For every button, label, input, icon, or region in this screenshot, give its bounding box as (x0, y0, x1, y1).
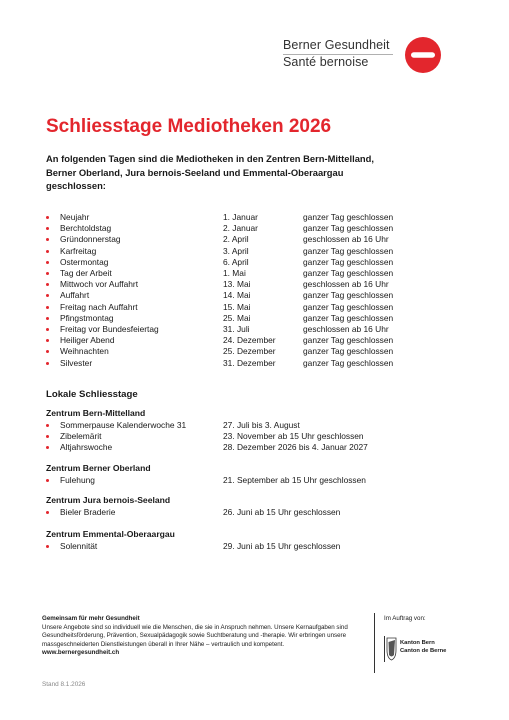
holiday-name: Mittwoch vor Auffahrt (60, 279, 139, 290)
holiday-name: Pfingstmontag (60, 312, 114, 323)
holiday-status: ganzer Tag geschlossen (303, 256, 394, 267)
bullet-icon (46, 261, 49, 264)
brand-divider (283, 54, 393, 55)
holiday-status: ganzer Tag geschlossen (303, 268, 394, 278)
group-title-jura-bernois-seeland: Zentrum Jura bernois-Seeland (46, 495, 171, 505)
holiday-name: Karfreitag (60, 245, 97, 256)
holiday-status: ganzer Tag geschlossen (303, 245, 394, 256)
holiday-status: ganzer Tag geschlossen (303, 223, 394, 234)
holiday-date: 25. Dezember (223, 346, 276, 357)
bullet-icon (46, 216, 49, 219)
holiday-status: ganzer Tag geschlossen (303, 212, 394, 222)
page-title: Schliesstage Mediotheken 2026 (46, 116, 332, 137)
footer-heading: Gemeinsam für mehr Gesundheit (42, 615, 140, 622)
holiday-date: 2. April (223, 234, 249, 245)
holiday-date: 2. Januar (223, 223, 258, 234)
holiday-name: Heiliger Abend (60, 335, 115, 346)
holiday-name: Gründonnerstag (60, 234, 121, 245)
berner-gesundheit-logo-icon (405, 33, 441, 77)
holiday-date: 25. Mai (223, 312, 251, 323)
group-title-bern-mittelland: Zentrum Bern-Mittelland (46, 408, 146, 418)
holiday-status: ganzer Tag geschlossen (303, 335, 394, 346)
bullet-icon (46, 328, 49, 331)
bullet-icon (46, 511, 49, 514)
holiday-date: 1. Januar (223, 212, 258, 222)
intro-text: An folgenden Tagen sind die Mediotheken in den Zentren Bern-Mittelland, Berner Oberland, Jura bernois-Seeland und Emmental-Oberaargau geschlossen: (46, 153, 374, 191)
bullet-icon (46, 283, 49, 286)
holiday-name: Freitag vor Bundesfeiertag (60, 324, 159, 334)
holiday-name: Berchtoldstag (60, 223, 112, 234)
brand-name-fr: Santé bernoise (283, 55, 369, 69)
holiday-date: 1. Mai (223, 268, 246, 278)
holiday-status: geschlossen ab 16 Uhr (303, 324, 389, 334)
document-date: Stand 8.1.2026 (42, 681, 86, 688)
holiday-date: 15. Mai (223, 301, 251, 312)
bullet-icon (46, 545, 49, 548)
bullet-icon (46, 227, 49, 230)
bullet-icon (46, 362, 49, 365)
holiday-name: Neujahr (60, 212, 90, 222)
holiday-name: Weihnachten (60, 346, 109, 357)
brand-name-de: Berner Gesundheit (283, 38, 390, 52)
kanton-label (400, 640, 446, 655)
bullet-icon (46, 317, 49, 320)
holiday-name: Tag der Arbeit (60, 268, 112, 278)
bullet-icon (46, 339, 49, 342)
bullet-icon (46, 446, 49, 449)
footer-text (42, 615, 372, 658)
group-title-berner-oberland: Zentrum Berner Oberland (46, 463, 151, 473)
holiday-status: ganzer Tag geschlossen (303, 290, 394, 301)
footer-description: Unsere Angebote sind so individuell wie die Menschen, die sie in Anspruch nehmen. Unsere Kernaufgaben sind Gesundheitsförderung, Prävention, Sexualpädagogik sowie Suchtberatung und -therapie. Wir erbringen unsere massgeschneiderten Dienstleistungen überall in Ihrer Nähe – vertraulich und kompetent. (42, 623, 348, 648)
holiday-date: 6. April (223, 256, 249, 267)
holiday-date: 13. Mai (223, 279, 251, 290)
holiday-date: 24. Dezember (223, 335, 276, 346)
holiday-date: 31. Juli (223, 324, 250, 334)
holiday-status: ganzer Tag geschlossen (303, 312, 394, 323)
group-title-emmental-oberaargau: Zentrum Emmental-Oberaargau (46, 529, 175, 539)
holiday-status: ganzer Tag geschlossen (303, 346, 394, 357)
holiday-status: ganzer Tag geschlossen (303, 357, 394, 368)
bullet-icon (46, 435, 49, 438)
bullet-icon (46, 272, 49, 275)
local-heading: Lokale Schliesstage (46, 389, 138, 400)
holiday-name: Auffahrt (60, 290, 90, 301)
bullet-icon (46, 306, 49, 309)
bullet-icon (46, 350, 49, 353)
holiday-date: 14. Mai (223, 290, 251, 301)
footer-link[interactable]: www.bernergesundheit.ch (42, 649, 120, 657)
kanton-name-fr: Canton de Berne (400, 647, 447, 654)
bullet-icon (46, 479, 49, 482)
holiday-date: 3. April (223, 245, 249, 256)
bullet-icon (46, 238, 49, 241)
holiday-status: geschlossen ab 16 Uhr (303, 279, 389, 290)
holiday-date: 31. Dezember (223, 357, 276, 368)
holiday-status: ganzer Tag geschlossen (303, 301, 394, 312)
holiday-name: Silvester (60, 357, 93, 368)
bullet-icon (46, 424, 49, 427)
im-auftrag-label: Im Auftrag von: (384, 615, 426, 622)
bullet-icon (46, 294, 49, 297)
holiday-status: geschlossen ab 16 Uhr (303, 234, 389, 245)
bullet-icon (46, 250, 49, 253)
holiday-name: Ostermontag (60, 256, 109, 267)
holiday-name: Freitag nach Auffahrt (60, 301, 138, 312)
kanton-name-de: Kanton Bern (400, 640, 435, 646)
footer-divider (374, 613, 375, 673)
